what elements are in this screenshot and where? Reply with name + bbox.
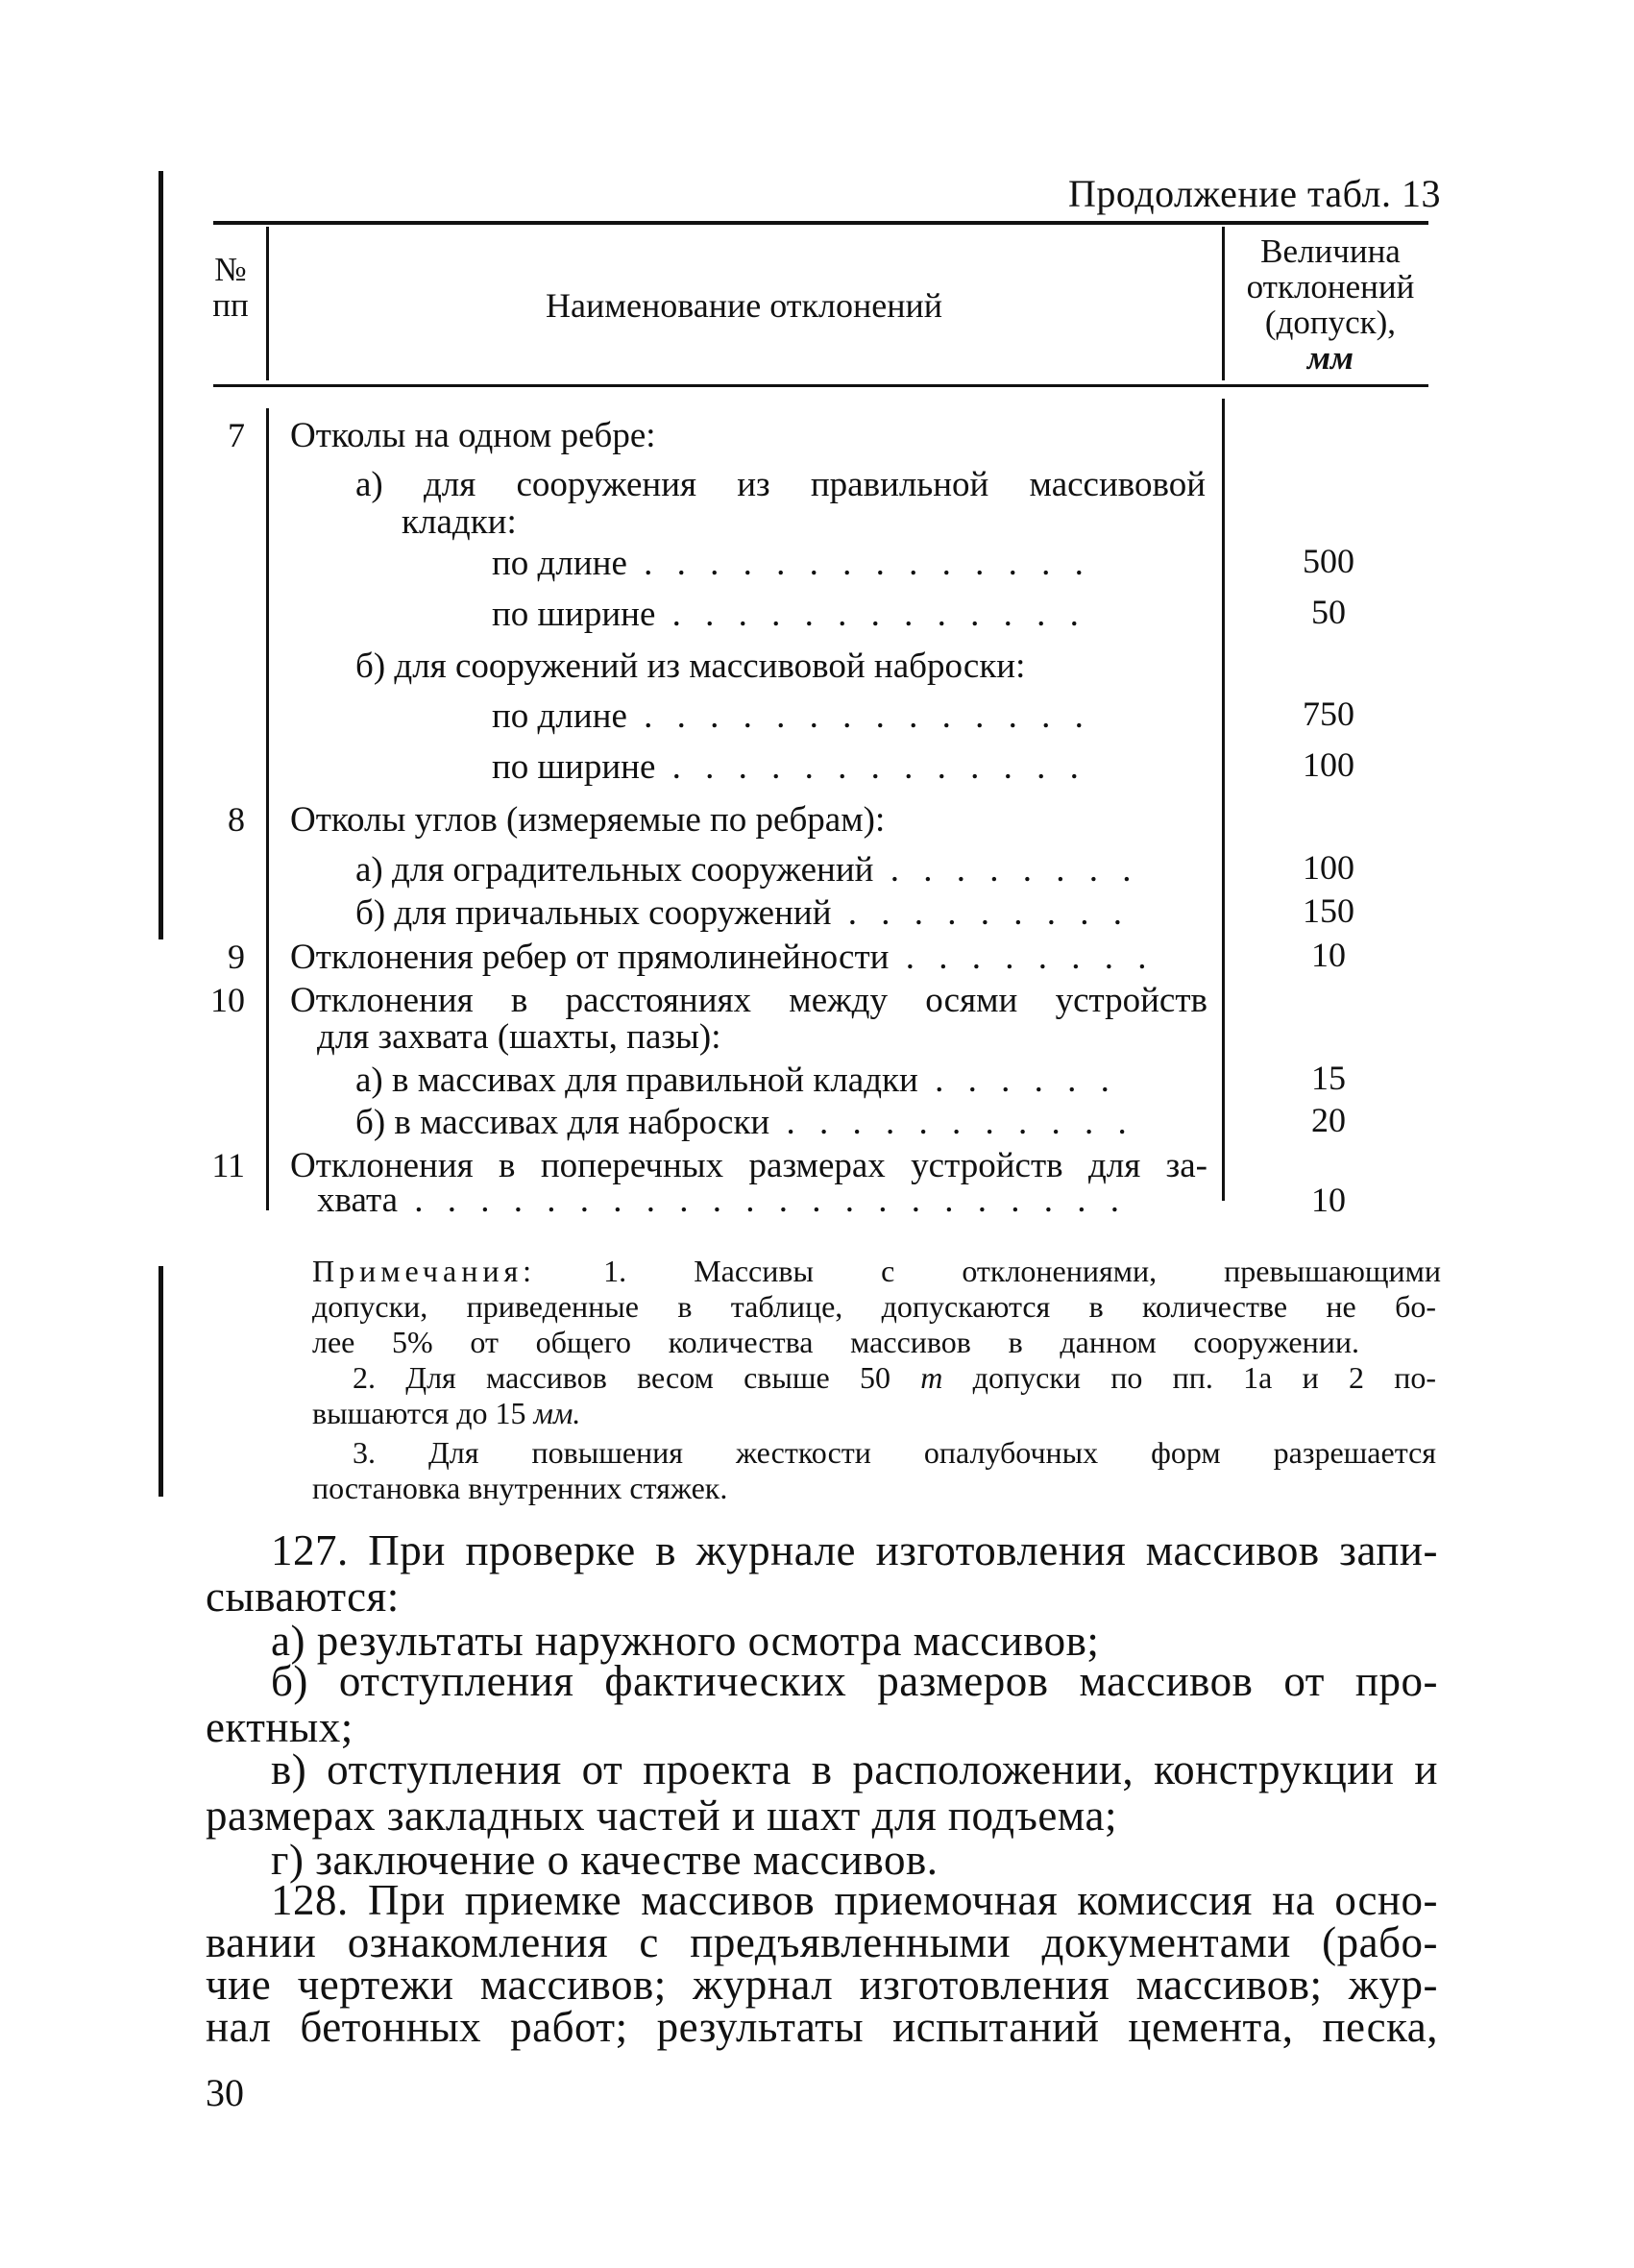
table-top-rule <box>213 221 1428 225</box>
note-2-line-1 <box>353 1361 1436 1394</box>
row-10b-value: 20 <box>1311 1101 1346 1139</box>
row-10a-label: а) в массивах для правильной кладки <box>355 1061 918 1100</box>
row-7b-length: по длине . . . . . . . . . . . . . . <box>492 696 1091 736</box>
row-8a-value: 100 <box>1303 848 1354 887</box>
header-value-line3: (допуск), <box>1264 304 1397 341</box>
note-2c: вышаются до 15 <box>312 1396 526 1430</box>
header-value-unit: мм <box>1307 339 1354 377</box>
table-col-divider-2-header <box>1222 227 1225 380</box>
row-11-text-cont: хвата . . . . . . . . . . . . . . . . . . . . . . <box>317 1181 1127 1220</box>
row-7b-width: по ширине . . . . . . . . . . . . . <box>492 747 1086 787</box>
note-1-line-3: лее 5% от общего количества массивов в данном сооружении. <box>312 1325 1359 1359</box>
table-col-divider-1 <box>266 408 269 1210</box>
row-7a-length: по длине . . . . . . . . . . . . . . <box>492 544 1091 583</box>
header-num-line2: пп <box>212 286 249 324</box>
row-7b-length-label: по длине <box>492 696 627 736</box>
row-7-num: 7 <box>228 416 245 454</box>
header-value <box>1230 233 1431 376</box>
row-11-num: 11 <box>211 1146 245 1184</box>
item-c-line-2: размерах закладных частей и шахт для подъема; <box>206 1792 1117 1840</box>
item-c-line-1: в) отступления от проекта в расположении, конструкции и <box>271 1745 1438 1793</box>
row-8b-label: б) для причальных сооружений <box>355 893 832 933</box>
note-3-line-1: 3. Для повышения жесткости опалубочных форм разрешается <box>353 1435 1436 1470</box>
row-10-text: Отклонения в расстояниях между осями устройств <box>290 981 1207 1020</box>
table-col-divider-2 <box>1222 399 1225 1201</box>
header-value-line1: Величина <box>1260 232 1401 270</box>
row-11-cont-label: хвата <box>317 1181 398 1220</box>
row-8a: а) для оградительных сооружений . . . . . . . . <box>355 850 1139 890</box>
row-7b-length-value: 750 <box>1303 695 1354 733</box>
item-b-line-2: ектных; <box>206 1703 354 1751</box>
row-10a: а) в массивах для правильной кладки . . . . . . <box>355 1061 1117 1100</box>
item-a: а) результаты наружного осмотра массивов; <box>271 1617 1100 1665</box>
table-continuation-title: Продолжение табл. 13 <box>1068 172 1441 215</box>
page-number: 30 <box>206 2071 244 2114</box>
change-bar-left-top <box>159 171 163 939</box>
item-b-line-1: б) отступления фактических размеров массивов от про- <box>271 1657 1438 1705</box>
row-10b-label: б) в массивах для наброски <box>355 1103 770 1142</box>
note-2a: 2. Для массивов весом свыше 50 <box>353 1360 891 1395</box>
row-7-text: Отколы на одном ребре: <box>290 416 656 455</box>
row-7b-text: б) для сооружений из массивовой наброски: <box>355 646 1026 686</box>
row-8a-label: а) для оградительных сооружений <box>355 850 874 890</box>
row-7a-text-cont: кладки: <box>402 502 517 542</box>
note-2b: допуски по пп. 1а и 2 по- <box>972 1360 1437 1395</box>
row-8-num: 8 <box>228 800 245 839</box>
p127-line-1: 127. При проверке в журнале изготовления массивов запи- <box>271 1526 1438 1574</box>
row-9-label: Отклонения ребер от прямолинейности <box>290 938 890 977</box>
row-7a-width-value: 50 <box>1311 593 1346 631</box>
row-9-num: 9 <box>228 938 245 976</box>
p128-line-4: нал бетонных работ; результаты испытаний цемента, песка, <box>206 2003 1438 2051</box>
row-8b: б) для причальных сооружений . . . . . . . . . <box>355 893 1131 933</box>
notes-label: Примечания: <box>312 1254 537 1288</box>
header-value-line2: отклонений <box>1246 268 1415 305</box>
note-1-line-1 <box>312 1255 1441 1287</box>
row-7a-width-label: по ширине <box>492 595 656 634</box>
p128-line-1: 128. При приемке массивов приемочная комиссия на осно- <box>271 1876 1438 1924</box>
note-3-line-2: постановка внутренних стяжек. <box>312 1471 728 1505</box>
row-11-text: Отклонения в поперечных размерах устройств для за- <box>290 1146 1207 1185</box>
header-name: Наименование отклонений <box>545 286 943 325</box>
table-header-rule <box>213 384 1428 387</box>
notes-block <box>312 1254 1442 1288</box>
row-10a-value: 15 <box>1311 1059 1346 1097</box>
row-10-text-cont: для захвата (шахты, пазы): <box>317 1017 721 1057</box>
row-10b: б) в массивах для наброски . . . . . . . . . . . <box>355 1103 1134 1142</box>
row-7a-length-value: 500 <box>1303 542 1354 580</box>
table-col-divider-1-header <box>266 227 269 380</box>
row-7b-width-label: по ширине <box>492 747 656 787</box>
p128-line-3: чие чертежи массивов; журнал изготовления массивов; жур- <box>206 1961 1438 2009</box>
row-7a-width: по ширине . . . . . . . . . . . . . <box>492 595 1086 634</box>
header-num-line1: № <box>214 251 247 288</box>
row-11-value: 10 <box>1311 1181 1346 1219</box>
note-2-line-2 <box>312 1397 580 1429</box>
row-7b-width-value: 100 <box>1303 745 1354 784</box>
row-9: Отклонения ребер от прямолинейности . . . . . . . . <box>290 938 1155 977</box>
p127-line-2: сываются: <box>206 1573 400 1621</box>
row-8-text: Отколы углов (измеряемые по ребрам): <box>290 800 886 840</box>
row-7a-length-label: по длине <box>492 544 627 583</box>
note-1-line-2: допуски, приведенные в таблице, допускаются в количестве не бо- <box>312 1289 1436 1324</box>
p128-line-2: вании ознакомления с предъявленными документами (рабо- <box>206 1918 1438 1966</box>
note-2-unit2: мм. <box>533 1396 581 1430</box>
row-9-value: 10 <box>1311 936 1346 974</box>
row-8b-value: 150 <box>1303 891 1354 930</box>
note-2-unit: т <box>920 1360 943 1395</box>
change-bar-left-bottom <box>159 1266 163 1497</box>
row-10-num: 10 <box>210 981 245 1019</box>
item-d: г) заключение о качестве массивов. <box>271 1836 939 1884</box>
note-1a: 1. Массивы с отклонениями, превышающими <box>603 1254 1442 1288</box>
header-num <box>197 252 264 323</box>
row-7a-text: а) для сооружения из правильной массивовой <box>355 465 1206 504</box>
